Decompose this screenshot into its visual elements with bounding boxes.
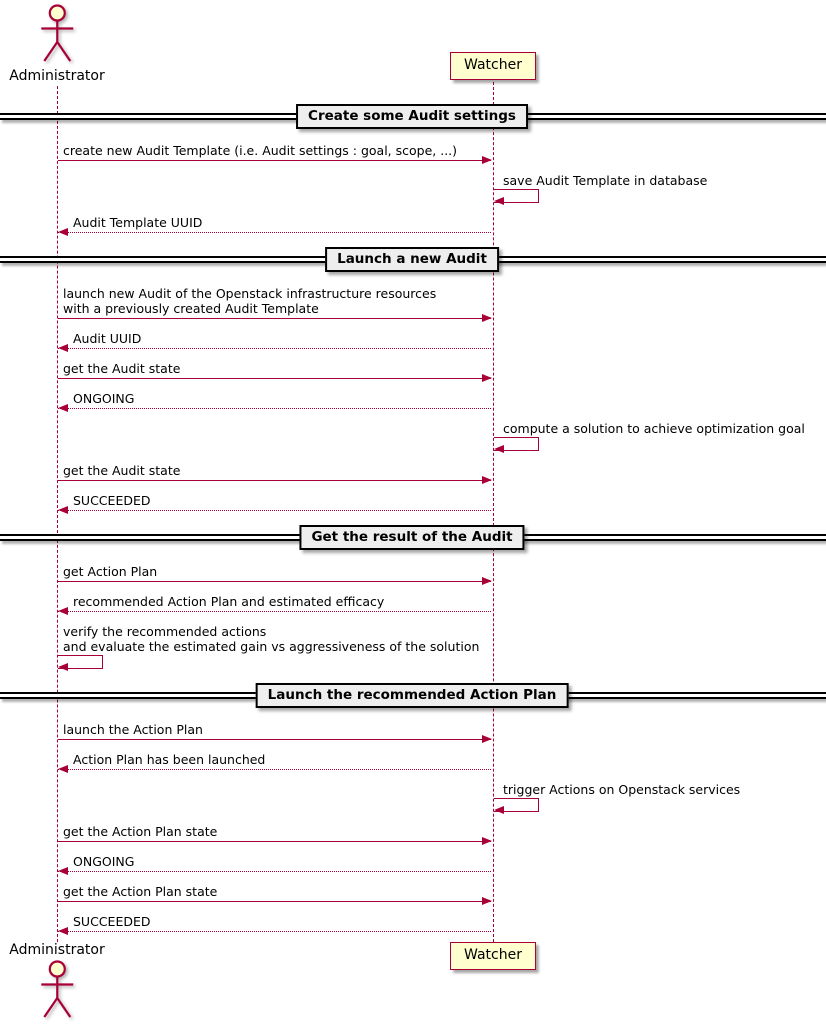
administrator-label-top: Administrator [9, 68, 105, 84]
message-text: recommended Action Plan and estimated efficacy [73, 594, 385, 609]
arrowhead-left-icon [494, 197, 504, 205]
arrowhead-right-icon [482, 837, 492, 845]
message-text: get the Action Plan state [63, 884, 218, 899]
message-text: SUCCEEDED [73, 493, 151, 508]
message-text: get the Action Plan state [63, 824, 218, 839]
message-line [58, 769, 491, 770]
message-text: create new Audit Template (i.e. Audit settings : goal, scope, ...) [63, 143, 458, 158]
watcher-participant-top: Watcher [450, 52, 536, 80]
arrowhead-left-icon [494, 445, 504, 453]
arrowhead-right-icon [482, 314, 492, 322]
message-text: Audit Template UUID [73, 215, 203, 230]
divider-label: Get the result of the Audit [299, 525, 524, 550]
message-line [58, 480, 491, 481]
arrowhead-right-icon [482, 156, 492, 164]
divider-label: Launch the recommended Action Plan [256, 683, 569, 708]
self-message-text: verify the recommended actions [63, 624, 267, 639]
arrowhead-right-icon [482, 476, 492, 484]
arrowhead-right-icon [482, 577, 492, 585]
arrowhead-left-icon [58, 927, 68, 935]
arrowhead-right-icon [482, 374, 492, 382]
message-line [58, 408, 491, 409]
message-text: launch the Action Plan [63, 722, 203, 737]
message-line [58, 901, 491, 902]
arrowhead-left-icon [58, 607, 68, 615]
message-line [58, 510, 491, 511]
message-text: get Action Plan [63, 564, 158, 579]
message-text: ONGOING [73, 391, 135, 406]
arrowhead-right-icon [482, 735, 492, 743]
arrowhead-left-icon [494, 806, 504, 814]
message-line [58, 160, 491, 161]
message-line [58, 378, 491, 379]
message-text: get the Audit state [63, 463, 181, 478]
arrowhead-left-icon [58, 765, 68, 773]
message-line [58, 931, 491, 932]
message-text: SUCCEEDED [73, 914, 151, 929]
arrowhead-left-icon [58, 663, 68, 671]
self-message-text: and evaluate the estimated gain vs aggressiveness of the solution [63, 639, 480, 654]
arrowhead-left-icon [58, 344, 68, 352]
arrowhead-left-icon [58, 228, 68, 236]
administrator-label-bottom: Administrator [9, 942, 105, 958]
arrowhead-left-icon [58, 867, 68, 875]
actor-icon [36, 960, 78, 1022]
message-line [58, 871, 491, 872]
self-message-text: save Audit Template in database [503, 173, 708, 188]
self-message-text: trigger Actions on Openstack services [503, 782, 741, 797]
message-text: with a previously created Audit Template [63, 301, 319, 316]
message-line [58, 841, 491, 842]
self-message-text: compute a solution to achieve optimization goal [503, 421, 805, 436]
message-text: ONGOING [73, 854, 135, 869]
message-line [58, 611, 491, 612]
arrowhead-right-icon [482, 897, 492, 905]
divider-label: Create some Audit settings [296, 104, 528, 129]
message-line [58, 232, 491, 233]
message-line [58, 581, 491, 582]
message-line [58, 318, 491, 319]
arrowhead-left-icon [58, 404, 68, 412]
message-text: Action Plan has been launched [73, 752, 266, 767]
message-text: get the Audit state [63, 361, 181, 376]
message-text: Audit UUID [73, 331, 142, 346]
message-line [58, 739, 491, 740]
message-line [58, 348, 491, 349]
arrowhead-left-icon [58, 506, 68, 514]
message-text: launch new Audit of the Openstack infrastructure resources [63, 286, 437, 301]
watcher-participant-bottom: Watcher [450, 942, 536, 970]
administrator-actor-bottom [9, 942, 104, 1022]
divider-label: Launch a new Audit [325, 247, 499, 272]
